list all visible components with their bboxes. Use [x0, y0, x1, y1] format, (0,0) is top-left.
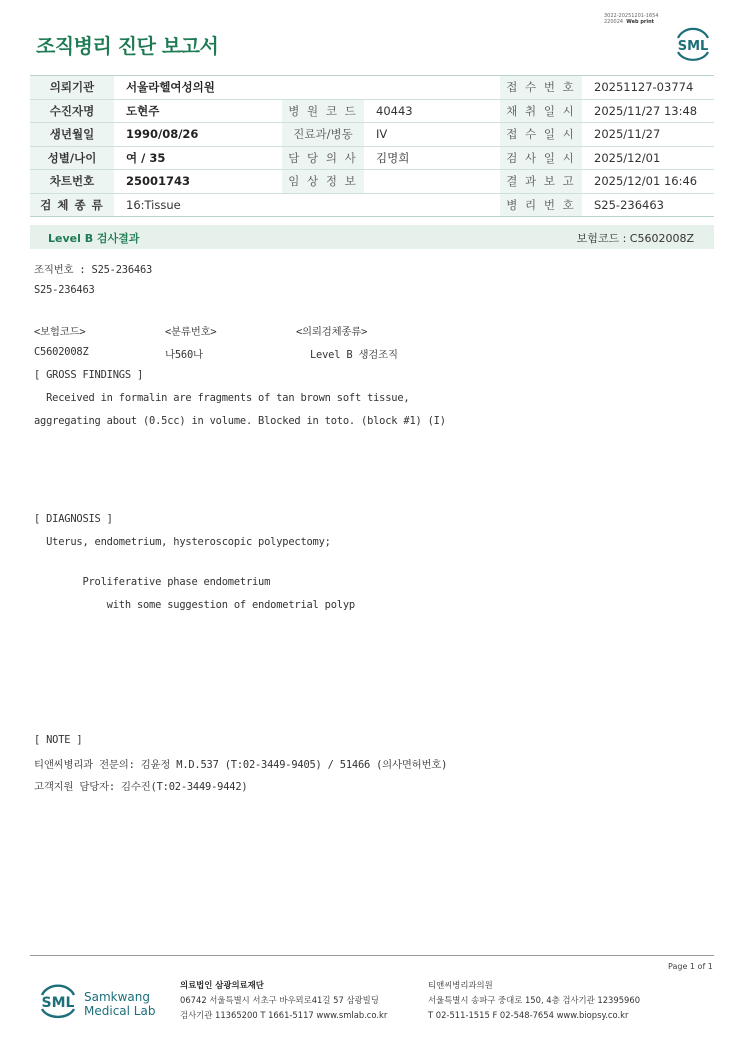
- info-row: [30, 146, 714, 170]
- value-test-date: 2025/12/01: [582, 146, 714, 170]
- label-department: 진료과/병동: [282, 123, 364, 147]
- label-chart-number: 차트번호: [30, 170, 114, 194]
- note-line: 티앤씨병리과 전문의: 김윤정 M.D.537 (T:02-3449-9405) / 51466 (의사면허번호): [34, 759, 448, 771]
- tissue-number-value: S25-236463: [34, 284, 95, 296]
- clinic-address: [428, 978, 640, 1023]
- value-department: IV: [364, 123, 500, 147]
- label-test-date: 검 사 일 시: [500, 146, 582, 170]
- page-title: 조직병리 진단 보고서: [36, 34, 219, 58]
- foundation-name: 의료법인 삼광의료재단: [180, 980, 264, 990]
- level-result-label: Level B 검사결과: [48, 232, 140, 245]
- gross-findings-line: Received in formalin are fragments of tan brown soft tissue,: [34, 392, 410, 404]
- sml-logo-text: SML: [677, 39, 709, 54]
- classification-header: <분류번호>: [165, 326, 217, 338]
- value-requesting-institution: 서울라헬여성의원: [114, 76, 500, 100]
- value-patient-name: 도현주: [114, 99, 282, 123]
- label-clinical-info: 임 상 정 보: [282, 170, 364, 194]
- value-collection-time: 2025/11/27 13:48: [582, 99, 714, 123]
- label-hospital-code: 병 원 코 드: [282, 99, 364, 123]
- label-birth-date: 생년월일: [30, 123, 114, 147]
- brand-line2: Medical Lab: [84, 1004, 156, 1018]
- info-row: [30, 170, 714, 194]
- classification-value: 나560나: [165, 349, 203, 361]
- value-hospital-code: 40443: [364, 99, 500, 123]
- value-receipt-number: 20251127-03774: [582, 76, 714, 100]
- patient-info-table: [30, 75, 714, 217]
- sml-footer-logo-text: SML: [41, 995, 75, 1011]
- brand-line1: Samkwang: [84, 990, 150, 1004]
- value-doctor: 김명희: [364, 146, 500, 170]
- value-chart-number: 25001743: [114, 170, 282, 194]
- gross-findings-heading: [ GROSS FINDINGS ]: [34, 369, 144, 381]
- value-result-report: 2025/12/01 16:46: [582, 170, 714, 194]
- page-number: Page 1 of 1: [668, 962, 713, 971]
- value-birth-date: 1990/08/26: [114, 123, 282, 147]
- value-sex-age: 여 / 35: [114, 146, 282, 170]
- info-row: [30, 99, 714, 123]
- label-pathology-number: 병 리 번 호: [500, 193, 582, 217]
- info-row: [30, 123, 714, 147]
- print-code: [604, 13, 659, 25]
- tissue-number-line: 조직번호 : S25-236463: [34, 264, 153, 276]
- foundation-contact: 검사기관 11365200 T 1661-5117 www.smlab.co.kr: [180, 1010, 388, 1020]
- label-receipt-date: 접 수 일 시: [500, 123, 582, 147]
- diagnosis-line: Uterus, endometrium, hysteroscopic polypectomy;: [34, 536, 331, 548]
- level-result-bar: [30, 225, 714, 249]
- value-pathology-number: S25-236463: [582, 193, 714, 217]
- label-collection-time: 채 취 일 시: [500, 99, 582, 123]
- label-doctor: 담 당 의 사: [282, 146, 364, 170]
- specimen-value: Level B 생검조직: [310, 349, 398, 361]
- foundation-street: 06742 서울특별시 서초구 바우뫼로41길 57 삼광빌딩: [180, 995, 379, 1005]
- label-sex-age: 성별/나이: [30, 146, 114, 170]
- label-specimen-type: 검 체 종 류: [30, 193, 114, 217]
- footer-divider: [30, 955, 714, 956]
- insurance-code-header: <보험코드>: [34, 326, 86, 338]
- gross-findings-line: aggregating about (0.5cc) in volume. Blocked in toto. (block #1) (I): [34, 415, 446, 427]
- value-clinical-info: [364, 170, 500, 194]
- clinic-street: 서울특별시 송파구 중대로 150, 4층 검사기관 12395960: [428, 995, 641, 1005]
- label-result-report: 결 과 보 고: [500, 170, 582, 194]
- insurance-code-label: 보험코드 : C5602008Z: [576, 232, 694, 245]
- value-receipt-date: 2025/11/27: [582, 123, 714, 147]
- foundation-address: [180, 978, 387, 1023]
- note-line: 고객지원 담당자: 김수진(T:02-3449-9442): [34, 781, 248, 793]
- value-specimen-type: 16:Tissue: [114, 193, 500, 217]
- info-row: [30, 193, 714, 217]
- note-heading: [ NOTE ]: [34, 734, 83, 746]
- diagnosis-heading: [ DIAGNOSIS ]: [34, 513, 113, 525]
- print-code-line1: 3022-20251201-1654: [604, 13, 659, 19]
- insurance-code-value: C5602008Z: [34, 346, 89, 358]
- clinic-name: 티앤씨병리과의원: [428, 980, 493, 990]
- clinic-contact: T 02-511-1515 F 02-548-7654 www.biopsy.co.kr: [428, 1010, 629, 1020]
- label-patient-name: 수진자명: [30, 99, 114, 123]
- label-requesting-institution: 의뢰기관: [30, 76, 114, 100]
- sml-logo: [672, 24, 714, 64]
- specimen-header: <의뢰검체종류>: [296, 326, 368, 338]
- brand-name: [84, 990, 155, 1018]
- diagnosis-line: Proliferative phase endometrium: [34, 576, 271, 588]
- info-row: [30, 76, 714, 100]
- web-print-label: Web print: [626, 19, 655, 25]
- print-code-line2: 220024: [604, 19, 624, 25]
- sml-footer-logo: [36, 980, 80, 1022]
- diagnosis-line: with some suggestion of endometrial polyp: [34, 599, 355, 611]
- label-receipt-number: 접 수 번 호: [500, 76, 582, 100]
